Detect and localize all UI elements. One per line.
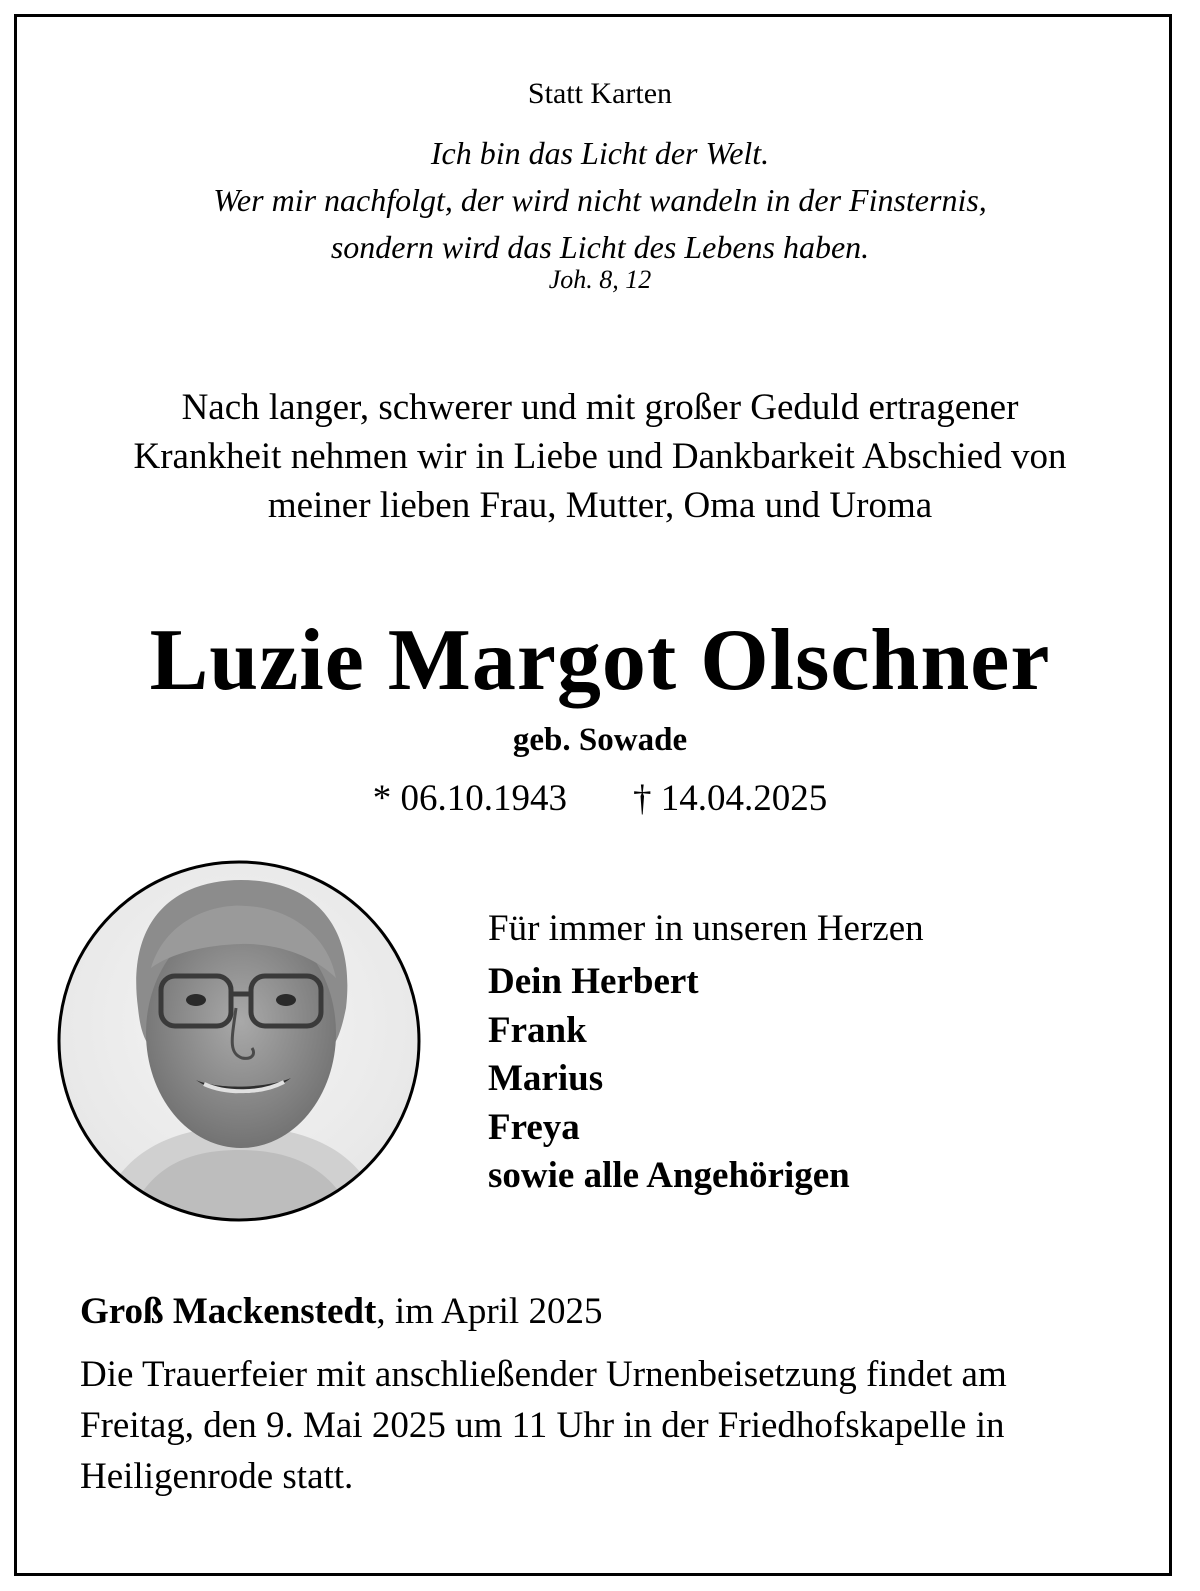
death-date: † 14.04.2025 [633, 778, 828, 819]
portrait-photo [56, 858, 422, 1224]
place-date [80, 1290, 602, 1333]
bible-verse [0, 130, 1200, 271]
service-line: Heiligenrode statt. [80, 1456, 354, 1497]
intro-line: Nach langer, schwerer und mit großer Geduld ertragener [181, 387, 1019, 428]
intro-line: Krankheit nehmen wir in Liebe und Dankbarkeit Abschied von [133, 436, 1067, 477]
family-name: Dein Herbert [488, 961, 699, 1002]
intro-text [0, 383, 1200, 530]
family-name: Marius [488, 1058, 604, 1099]
place-name: Groß Mackenstedt [80, 1291, 377, 1332]
verse-reference: Joh. 8, 12 [548, 265, 652, 294]
verse-line: Wer mir nachfolgt, der wird nicht wandeln in der Finsternis, [213, 182, 987, 218]
family-lead: Für immer in unseren Herzen [488, 908, 924, 949]
life-dates [0, 777, 1200, 820]
family-name: Freya [488, 1106, 580, 1148]
maiden-name: geb. Sowade [512, 722, 688, 758]
service-line: Freitag, den 9. Mai 2025 um 11 Uhr in der Friedhofskapelle in [80, 1405, 1005, 1446]
intro-line: meiner lieben Frau, Mutter, Oma und Uroma [267, 485, 933, 526]
family-name: sowie alle Angehörigen [488, 1155, 850, 1196]
deceased-name: Luzie Margot Olschner [149, 612, 1051, 709]
notice-date: , im April 2025 [376, 1291, 603, 1332]
family-names [488, 958, 1168, 1201]
family-name: Frank [488, 1009, 587, 1051]
service-info [80, 1349, 1130, 1502]
verse-line: Ich bin das Licht der Welt. [430, 135, 770, 171]
verse-line: sondern wird das Licht des Lebens haben. [330, 229, 870, 265]
statt-karten: Statt Karten [527, 77, 673, 110]
family-signatures [488, 904, 1168, 1201]
birth-date: * 06.10.1943 [372, 778, 567, 819]
service-line: Die Trauerfeier mit anschließender Urnenbeisetzung findet am [80, 1354, 1007, 1395]
